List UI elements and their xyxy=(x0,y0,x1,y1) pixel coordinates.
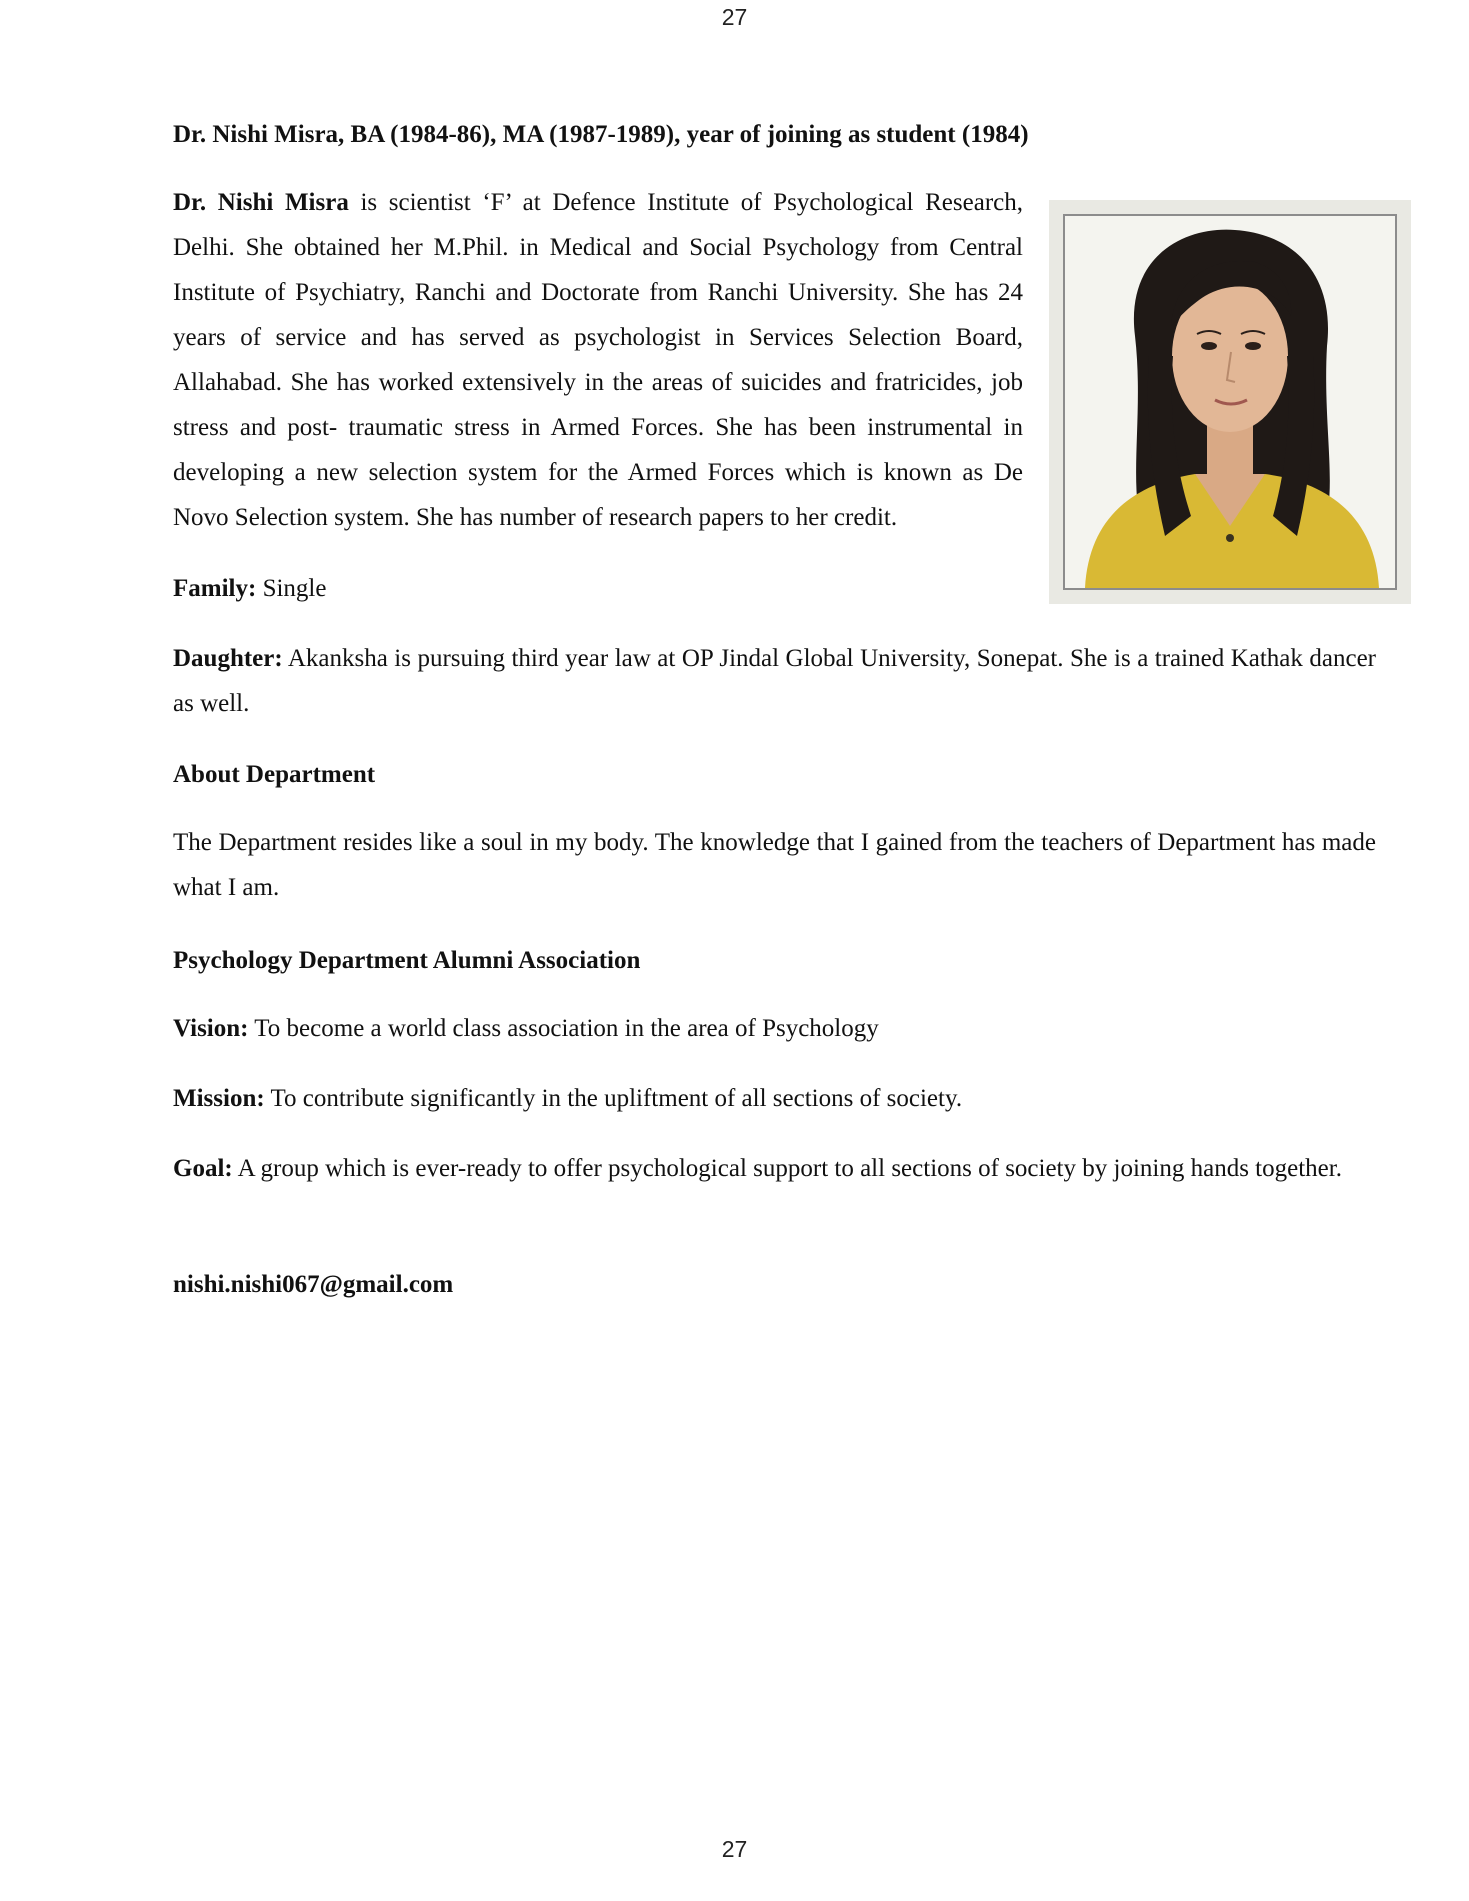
family-label: Family: xyxy=(173,575,257,602)
mission-text: To contribute significantly in the upliftment of all sections of society. xyxy=(264,1085,963,1112)
family-line xyxy=(173,566,326,611)
daughter-paragraph xyxy=(173,636,1376,726)
family-value: Single xyxy=(256,575,327,602)
goal-text: A group which is ever-ready to offer psychological support to all sections of society by joining hands together. xyxy=(232,1155,1342,1182)
goal-paragraph xyxy=(173,1146,1376,1191)
page-number-top: 27 xyxy=(721,4,748,30)
about-department-text: The Department resides like a soul in my body. The knowledge that I gained from the teachers of Department has made what I am. xyxy=(173,829,1376,901)
portrait-illustration xyxy=(1065,216,1395,588)
profile-heading: Dr. Nishi Misra, BA (1984-86), MA (1987-1989), year of joining as student (1984) xyxy=(173,121,1029,148)
vision-label: Vision: xyxy=(173,1015,249,1042)
bio-name: Dr. Nishi Misra xyxy=(173,189,349,216)
vision-text: To become a world class association in the area of Psychology xyxy=(248,1015,879,1042)
bio-paragraph xyxy=(173,180,1023,540)
mission-label: Mission: xyxy=(173,1085,265,1112)
vision-line xyxy=(173,1006,879,1051)
page-number-bottom: 27 xyxy=(721,1836,748,1862)
bio-text: is scientist ‘F’ at Defence Institute of Psychological Research, Delhi. She obtained her M.Phil. in Medical and Social Psychology from Central Institute of Psychiatry, Ranchi and Doctorate from Ranchi University. She has 24 years of service and has served as psychologist in Services Selection Board, Allahabad. She has worked extensively in the areas of suicides and fratricides, job stress and post- traumatic stress in Armed Forces. She has been instrumental in developing a new selection system for the Armed Forces which is known as De Novo Selection system. She has number of research papers to her credit. xyxy=(173,189,1023,531)
about-department-heading: About Department xyxy=(173,761,376,788)
daughter-label: Daughter: xyxy=(173,645,283,672)
email-address: nishi.nishi067@gmail.com xyxy=(173,1271,454,1298)
association-heading: Psychology Department Alumni Association xyxy=(173,947,641,974)
mission-line xyxy=(173,1076,962,1121)
goal-label: Goal: xyxy=(173,1155,233,1182)
portrait-photo xyxy=(1049,200,1411,604)
portrait-photo-inner xyxy=(1063,214,1397,590)
daughter-text: Akanksha is pursuing third year law at OP Jindal Global University, Sonepat. She is a trained Kathak dancer as well. xyxy=(173,645,1376,717)
